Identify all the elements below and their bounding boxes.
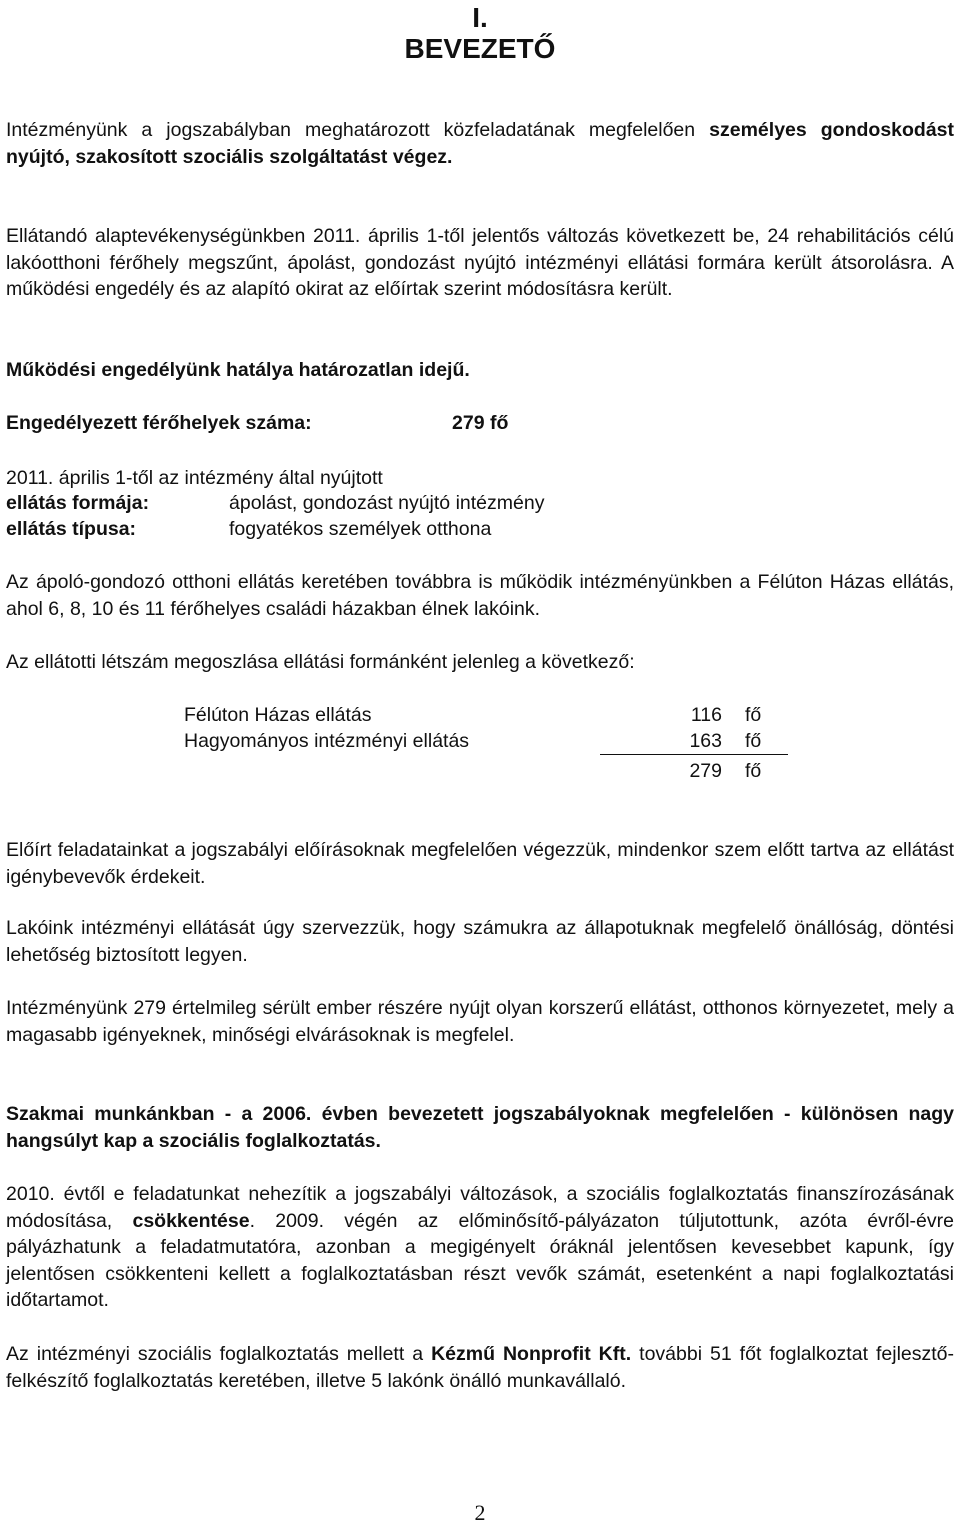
tasks-paragraph: Előírt feladatainkat a jogszabályi előírásoknak megfelelően végezzük, mindenkor szem előtt tartva az ellátást igénybevevők érdekeit. bbox=[6, 839, 954, 888]
halfway-paragraph: Az ápoló-gondozó otthoni ellátás keretében továbbra is működik intézményünkben a Félúton Házas ellátás, ahol 6, 8, 10 és 11 férőhelyes családi házakban élnek lakóink. bbox=[6, 571, 954, 620]
sum-divider bbox=[600, 754, 788, 755]
capacity-value: 279 fő bbox=[452, 412, 509, 434]
distribution-row-label: Félúton Házas ellátás bbox=[184, 704, 372, 726]
distribution-row-unit: fő bbox=[745, 730, 762, 752]
intro-paragraph bbox=[6, 117, 954, 170]
page-number: 2 bbox=[474, 1500, 486, 1525]
service-type-value: fogyatékos személyek otthona bbox=[229, 518, 492, 540]
care-paragraph: Intézményünk 279 értelmileg sérült ember részére nyújt olyan korszerű ellátást, otthonos környezetet, mely a magasabb igényeknek, minőségi elvárásoknak is megfelel. bbox=[6, 997, 954, 1046]
distribution-intro: Az ellátotti létszám megoszlása ellátási formánként jelenleg a következő: bbox=[6, 651, 635, 673]
employment-bold-text: csökkentése bbox=[132, 1209, 250, 1232]
service-form-label: ellátás formája: bbox=[6, 492, 150, 514]
kezmu-company-name: Kézmű Nonprofit Kft. bbox=[431, 1343, 632, 1365]
intro-bold-text: személyes gondoskodást nyújtó, szakosított szociális szolgáltatást végez. bbox=[6, 119, 955, 168]
professional-paragraph: Szakmai munkánkban - a 2006. évben bevezetett jogszabályoknak megfelelően - különösen nagy hangsúlyt kap a szociális foglalkoztatás. bbox=[6, 1103, 954, 1152]
distribution-row-unit: fő bbox=[745, 704, 762, 726]
kezmu-paragraph bbox=[6, 1341, 954, 1394]
distribution-total-unit: fő bbox=[745, 760, 762, 782]
service-type-label: ellátás típusa: bbox=[6, 518, 137, 540]
service-form-value: ápolást, gondozást nyújtó intézmény bbox=[229, 492, 545, 514]
intro-text: Intézményünk a jogszabályban meghatározott közfeladatának megfelelően bbox=[6, 119, 710, 141]
change-paragraph bbox=[6, 223, 954, 303]
distribution-total-value: 279 bbox=[689, 760, 722, 782]
distribution-row-value: 163 bbox=[689, 730, 722, 752]
kezmu-text: Az intézményi szociális foglalkoztatás mellett a bbox=[6, 1343, 432, 1365]
change-text-2: A működési engedély és az alapító okirat az előírtak szerint módosításra került. bbox=[6, 251, 954, 300]
employment-paragraph bbox=[6, 1181, 954, 1314]
distribution-row-label: Hagyományos intézményi ellátás bbox=[184, 730, 470, 752]
employment-text-2: . 2009. végén az előminősítő-pályázaton túljutottunk, azóta évről-évre pályázhatunk a feladatmutatóra, azonban a megigényelt óráknál jelentősen kevesebbet kapunk, így jelentősen csökkenteni kellett a foglalkoztatásban részt vevők számát, esetenként a napi foglalkoztatási időtartamot. bbox=[6, 1209, 954, 1311]
license-validity: Működési engedélyünk hatálya határozatlan idejű. bbox=[6, 359, 470, 381]
autonomy-paragraph: Lakóink intézményi ellátását úgy szervezzük, hogy számukra az állapotuknak megfelelő önállóság, döntési lehetőség biztosított legyen. bbox=[6, 917, 954, 966]
service-intro: 2011. április 1-től az intézmény által nyújtott bbox=[6, 467, 383, 489]
kezmu-text-2: további 51 főt foglalkoztat fejlesztő-felkészítő foglalkoztatás keretében, illetve 5 lakónk önálló munkavállaló. bbox=[6, 1343, 955, 1392]
chapter-number: I. bbox=[472, 2, 488, 33]
distribution-row-value: 116 bbox=[690, 704, 722, 726]
chapter-title: BEVEZETŐ bbox=[404, 33, 556, 64]
employment-text: 2010. évtől e feladatunkat nehezítik a jogszabályi változások, a szociális foglalkoztatás finanszírozásának módosítása, bbox=[6, 1183, 954, 1232]
capacity-label: Engedélyezett férőhelyek száma: bbox=[6, 412, 312, 434]
change-text: Ellátandó alaptevékenységünkben 2011. április 1-től jelentős változás következett be, 24 rehabilitációs célú lakóotthoni férőhely megszűnt, ápolást, gondozást nyújtó intézményi ellátási formára került átsorolásra. bbox=[6, 225, 954, 274]
